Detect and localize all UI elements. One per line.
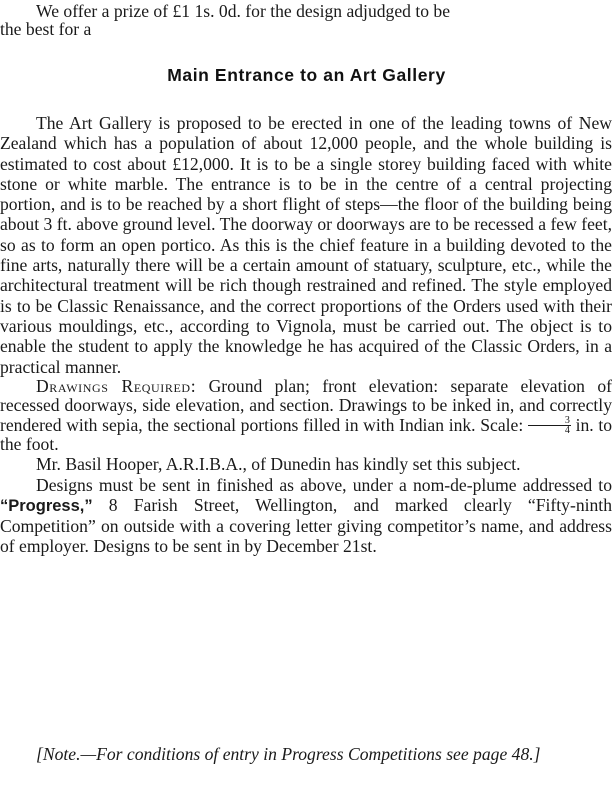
journal-name: “Progress,” (0, 496, 93, 515)
setter-paragraph: Mr. Basil Hooper, A.R.I.B.A., of Dunedin has kindly set this subject. (36, 454, 521, 475)
scale-numerator: 3 (528, 416, 571, 426)
description-paragraph: The Art Gallery is proposed to be erected in one of the leading towns of New Zealand which has a population of about 12,000 people, and the whole building is estimated to cost about £12,000. It is to be a single storey building faced with white stone or white marble. The entrance is to be in the centre of a central projecting portion, and is to be reached by a short flight of steps—the floor of the building being about 3 ft. above ground level. The doorway or doorways are to be recessed a few feet, so as to form an open portico. As this is the chief feature in a building devoted to the fine arts, naturally there will be a certain amount of statuary, sculpture, etc., while the architectural treatment will be rich though restrained and refined. The style employed is to be Classic Renaissance, and the correct proportions of the Orders used with their various mouldings, etc., according to Vignola, must be carried out. The object is to enable the student to apply the knowledge he has acquired of the Classic Orders, in a practical manner. (0, 113, 612, 377)
conditions-note: [Note.—For conditions of entry in Progress Competitions see page 48.] (36, 744, 541, 764)
drawings-paragraph (0, 377, 612, 455)
submission-text-1: Designs must be sent in finished as above, under a nom-de-plume addressed to (36, 474, 612, 495)
intro-line-2: the best for a (0, 19, 92, 39)
scale-denominator: 4 (564, 424, 570, 436)
drawings-text: Ground plan; front elevation: separate elevation of recessed doorways, side elevation, and section. Drawings to be inked in, and correctly rendered with sepia, the sectional portions filled in with Indian ink. Scale: (0, 375, 612, 435)
drawings-label: Drawings Required: (36, 375, 197, 396)
submission-text-2: 8 Farish Street, Wellington, and marked clearly “Fifty-ninth Competition” on outside with a covering letter giving competitor’s name, and address of employer. Designs to be sent in by December 21st. (0, 494, 612, 557)
intro-paragraph (0, 2, 612, 38)
scale-fraction (528, 416, 571, 435)
submission-paragraph (0, 475, 612, 557)
scale-unit: in. to the foot. (0, 414, 613, 455)
intro-line-1: We offer a prize of £1 1s. 0d. for the design adjudged to be (36, 1, 451, 21)
article-body (0, 113, 612, 557)
competition-title: Main Entrance to an Art Gallery (167, 65, 446, 85)
